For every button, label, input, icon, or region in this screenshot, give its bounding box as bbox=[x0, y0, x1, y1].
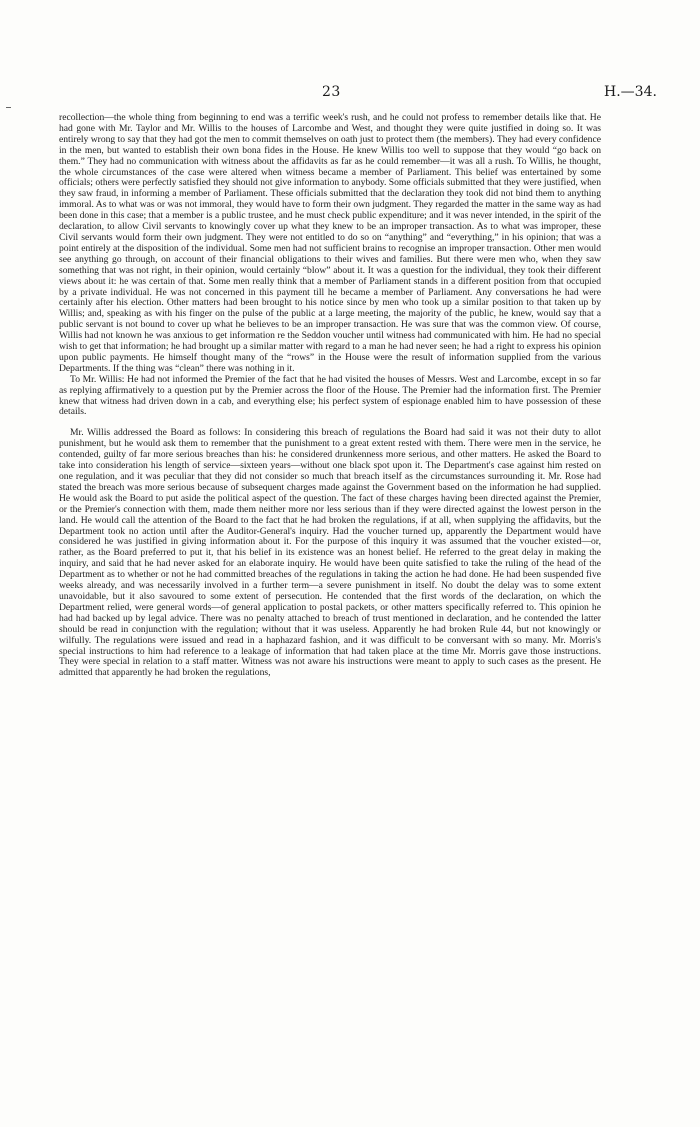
body-text bbox=[59, 113, 601, 679]
margin-mark bbox=[6, 107, 11, 108]
paragraph-willis-address: Mr. Willis addressed the Board as follows: In considering this breach of regulations the Board had said it was not their duty to allot punishment, but he would ask them to remember that the punishment to a great extent rested with them. There were men in the service, he contended, guilty of far more serious breaches than his: he considered drunkenness more serious, and other matters. He asked the Board to take into consideration his length of service—sixteen years—without one black spot upon it. The Department's case against him rested on one regulation, and it was peculiar that they did not consider so much that breach itself as the circumstances surrounding it. Mr. Rose had stated the breach was more serious because of subsequent charges made against the Government based on the information he had supplied. He would ask the Board to put aside the political aspect of the question. The fact of these charges having been directed against the Premier, or the Premier's connection with them, made them neither more nor less serious than if they were directed against the lowest person in the land. He would call the attention of the Board to the fact that he had broken the regulations, if at all, when supplying the affidavits, but the Department took no action until after the Auditor-General's inquiry. Had the voucher turned up, apparently the Department would have considered he was justified in giving information about it. For the purpose of this inquiry it was assumed that the voucher existed—or, rather, as the Board preferred to put it, that his belief in its existence was an honest belief. He referred to the great delay in making the inquiry, and said that he had never asked for an elaborate inquiry. He would have been quite satisfied to take the ruling of the head of the Department as to whether or not he had committed breaches of the regulations in taking the action he had done. He had been suspended five weeks already, and was necessarily involved in a further term—a severe punishment in itself. No doubt the delay was to some extent unavoidable, but it also savoured to some extent of persecution. He contended that the first words of the declaration, on which the Department relied, were general words—of general application to postal packets, or other matters specifically referred to. This opinion he had had backed up by legal advice. There was no penalty attached to breach of trust mentioned in declaration, and he contended the latter should be read in conjunction with the regulation; without that it was useless. Apparently he had broken Rule 44, but not knowingly or wilfully. The regulations were issued and read in a haphazard fashion, and it was difficult to be conversant with so many. Mr. Morris's special instructions to him had reference to a leakage of information that had taken place at the time Mr. Morris gave those instructions. They were special in relation to a staff matter. Witness was not aware his instructions were meant to apply to such cases as the present. He admitted that apparently he had broken the regulations, bbox=[59, 427, 601, 679]
page-number: 23 bbox=[322, 84, 341, 100]
document-reference: H.—34. bbox=[604, 84, 657, 100]
paragraph-testimony: recollection—the whole thing from beginning to end was a terrific week's rush, and he could not profess to remember details like that. He had gone with Mr. Taylor and Mr. Willis to the houses of Larcombe and West, and thought they were quite justified in doing so. It was entirely wrong to say that they had got the men to commit themselves on oath just to protect them (the members). They had every confidence in the men, but wanted to establish their own bona fides in the House. He knew Willis too well to suppose that they would “go back on them.” They had no communication with witness about the affidavits as far as he could remember—it was all a rush. To Willis, he thought, the whole circumstances of the case were altered when witness became a member of Parliament. This belief was entertained by some officials; others were perfectly satisfied they should not give information to anybody. Some officials submitted that they were justified, when they saw fraud, in informing a member of Parliament. These officials submitted that the declaration they took did not bind them to anything immoral. As to what was or was not immoral, they would have to form their own judgment. They regarded the matter in the same way as had been done in this case; that a member is a public trustee, and he must check public expenditure; and it was never intended, in the spirit of the declaration, to allow Civil servants to knowingly cover up what they knew to be an improper transaction. As to what was improper, these Civil servants would form their own judgment. They were not entitled to do so on “anything” and “everything,” in his opinion; that was a point entirely at the disposition of the individual. Some men had not sufficient brains to recognise an improper transaction. Other men would see anything go through, on account of their financial obligations to their wives and families. But there were men who, when they saw something that was not right, in their opinion, would certainly “blow” about it. It was a question for the individual, they took their different views about it: he was certain of that. Some men really think that a member of Parliament stands in a different position from that occupied by a private individual. He was not concerned in this payment till he became a member of Parliament. Any conversations he had were certainly after his election. Other matters had been brought to his notice since by men who took up a similar position to that taken up by Willis; and, speaking as with his finger on the pulse of the public at a large meeting, the majority of the public, he knew, would say that a public servant is not bound to cover up what he believes to be an improper transaction. He was sure that was the common view. Of course, Willis had not known he was anxious to get information re the Seddon voucher until witness had communicated with him. He had no special wish to get that information; he had brought up a similar matter with regard to a man he had never seen; he had a right to express his opinion upon public payments. He himself thought many of the “rows” in the House were the result of information supplied from the various Departments. If the thing was “clean” there was nothing in it. bbox=[59, 112, 602, 374]
paragraph-to-mr-willis: To Mr. Willis: He had not informed the Premier of the fact that he had visited the houses of Messrs. West and Larcombe, except in so far as replying affirmatively to a question put by the Premier across the floor of the House. The Premier had the information first. The Premier knew that witness had driven down in a cab, and everything else; his perfect system of espionage enabled him to have possession of these details. bbox=[59, 373, 601, 418]
